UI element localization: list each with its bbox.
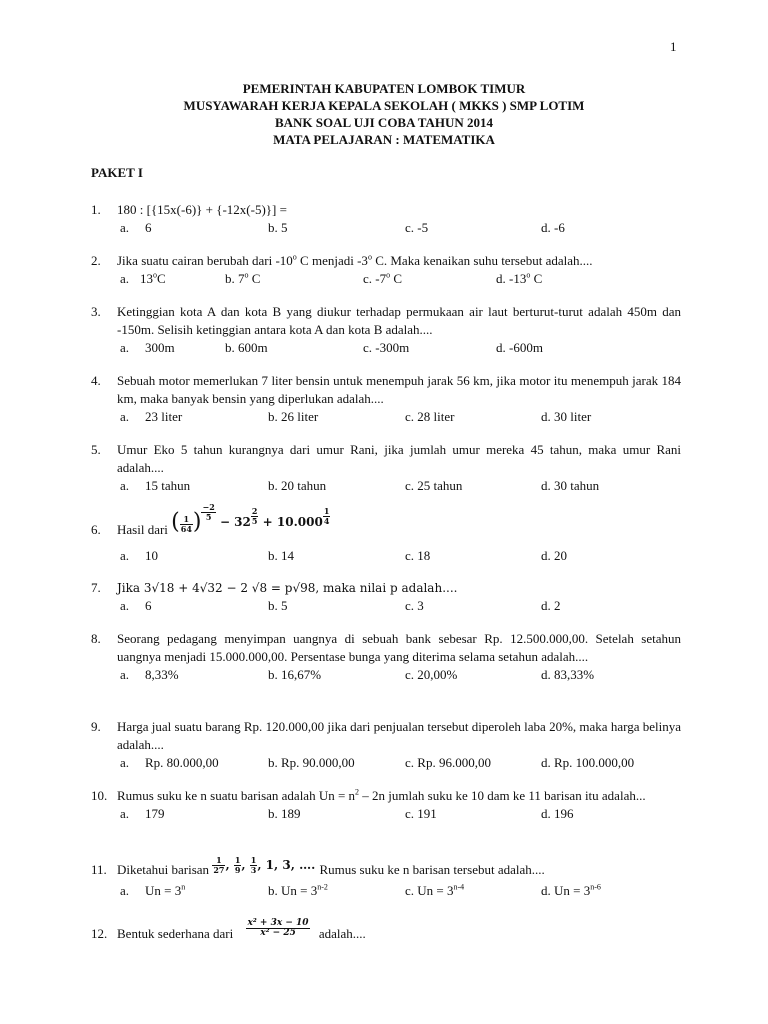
paket-title: PAKET I	[91, 165, 143, 180]
option-b: b. 5	[268, 598, 288, 613]
option-b: b. Rp. 90.000,00	[268, 755, 355, 770]
option-b: b. 189	[268, 806, 301, 821]
question-4	[91, 372, 681, 426]
question-number: 7.	[91, 580, 101, 595]
sequence-expression: $\frac{1}{27}$ , $\frac{1}{9}$ , $\frac{1}{3}$ , 1, 3, ….	[213, 855, 316, 875]
options	[117, 882, 681, 900]
option-a: a. 179	[120, 806, 165, 821]
question-text: Jika 3√18 + 4√32 − 2 √8 = p√98, maka nilai p adalah....	[117, 581, 458, 595]
option-a: a. 10	[120, 548, 158, 563]
question-text: Harga jual suatu barang Rp. 120.000,00 jika dari penjualan tersebut diperoleh laba 20%, maka harga belinya adalah....	[117, 719, 681, 752]
options	[117, 547, 681, 565]
options	[117, 219, 681, 237]
question-number: 10.	[91, 788, 108, 803]
option-a: a. 23 liter	[120, 409, 183, 424]
option-a: a. 8,33%	[120, 667, 179, 682]
option-b: b. 7$^o$ C	[225, 270, 261, 286]
math-expression: ( $\frac{1}{64}$ ) $\frac{-2}{5}$ − 32 $\frac{2}{5}$ + 10.000 $\frac{1}{4}$	[171, 502, 330, 535]
question-1	[91, 201, 681, 237]
option-d: d. 30 tahun	[541, 478, 600, 493]
option-d: d. 2	[541, 598, 561, 613]
question-text: 180 : [{15x(-6)} + {-12x(-5)}] =	[117, 202, 287, 217]
option-b: b. 20 tahun	[268, 478, 327, 493]
question-text: Bentuk sederhana dari $\frac{\text{x² + 3x − 10}}{\text{x² − 25}}$ adalah....	[117, 917, 366, 941]
question-number: 8.	[91, 631, 101, 646]
question-number: 3.	[91, 304, 101, 319]
option-a: a. 6	[120, 598, 152, 613]
header-line-2: MUSYAWARAH KERJA KEPALA SEKOLAH ( MKKS ) SMP LOTIM	[183, 98, 585, 113]
page-number: 1	[670, 39, 677, 54]
question-text: Seorang pedagang menyimpan uangnya di sebuah bank sebesar Rp. 12.500.000,00. Setelah setahun uangnya menjadi 15.000.000,00. Persentase bunga yang diterima selama setahun adalah....	[117, 631, 681, 664]
question-number: 1.	[91, 202, 101, 217]
option-d: d. 83,33%	[541, 667, 595, 682]
question-6	[91, 502, 681, 565]
option-b: b. 26 liter	[268, 409, 319, 424]
option-d: d. -600m	[496, 340, 543, 355]
question-9	[91, 718, 681, 772]
document-header	[0, 80, 768, 148]
option-d: d. Rp. 100.000,00	[541, 755, 635, 770]
question-text: Umur Eko 5 tahun kurangnya dari umur Rani, jika jumlah umur mereka 45 tahun, maka umur Rani adalah....	[117, 442, 681, 475]
header-line-1: PEMERINTAH KABUPATEN LOMBOK TIMUR	[242, 81, 526, 96]
options	[117, 270, 681, 288]
question-number: 4.	[91, 373, 101, 388]
option-b: b. 16,67%	[268, 667, 322, 682]
question-text: Ketinggian kota A dan kota B yang diukur terhadap permukaan air laut berturut-turut adalah 450m dan -150m. Selisih ketinggian antara kota A dan kota B adalah....	[117, 304, 681, 337]
option-a: a. 6	[120, 220, 152, 235]
question-text: Rumus suku ke n suatu barisan adalah $Un = n^2 - 2n$ jumlah suku ke 10 dam ke 11 barisan itu adalah...	[117, 787, 646, 803]
option-a: a. Rp. 80.000,00	[120, 755, 219, 770]
question-number: 9.	[91, 719, 101, 734]
options	[117, 477, 681, 495]
question-text: Hasil dari ( $\frac{1}{64}$ ) $\frac{-2}{5}$ − 32 $\frac{2}{5}$ + 10.000 $\frac{1}{4}$	[117, 502, 330, 537]
option-c: c. Rp. 96.000,00	[405, 755, 491, 770]
option-d: d. -6	[541, 220, 565, 235]
header-line-4: MATA PELAJARAN : MATEMATIKA	[273, 132, 495, 147]
options	[117, 666, 681, 684]
header-line-3: BANK SOAL UJI COBA TAHUN 2014	[274, 115, 494, 130]
question-8	[91, 630, 681, 684]
option-c: c. 191	[405, 806, 437, 821]
option-a: a. 300m	[120, 340, 175, 355]
question-text: Diketahui barisan $\frac{1}{27}$ , $\frac{1}{9}$ , $\frac{1}{3}$ , 1, 3, …. Rumus suku ke n barisan tersebut adalah....	[117, 855, 545, 877]
option-b: b. 5	[268, 220, 288, 235]
question-10	[91, 787, 681, 823]
question-2	[91, 252, 681, 288]
option-b: b. $Un = 3^{n-2}$	[268, 882, 328, 898]
option-d: d. 196	[541, 806, 574, 821]
question-number: 2.	[91, 253, 101, 268]
option-c: c. -5	[405, 220, 429, 235]
question-number: 11.	[91, 862, 107, 877]
question-number: 5.	[91, 442, 101, 457]
question-text: Sebuah motor memerlukan 7 liter bensin untuk menempuh jarak 56 km, jika motor itu menempuh jarak 184 km, maka banyak bensin yang diperlukan adalah....	[117, 373, 681, 406]
options	[117, 597, 681, 615]
question-number: 12.	[91, 926, 108, 941]
option-c: c. 18	[405, 548, 431, 563]
option-c: c. 28 liter	[405, 409, 455, 424]
question-number: 6.	[91, 522, 101, 537]
question-11	[91, 856, 681, 900]
question-5	[91, 441, 681, 495]
option-c: c. 20,00%	[405, 667, 458, 682]
options	[117, 408, 681, 426]
option-d: d. 30 liter	[541, 409, 592, 424]
option-a: a. 13$^o$C	[120, 270, 166, 286]
option-c: c. $Un = 3^{n-4}$	[405, 882, 465, 898]
option-c: c. 25 tahun	[405, 478, 463, 493]
option-d: d. -13$^o$ C	[496, 270, 543, 286]
option-c: c. 3	[405, 598, 424, 613]
fraction-expression: $\frac{\text{x² + 3x − 10}}{\text{x² − 25}}$	[247, 917, 309, 938]
question-text: Jika suatu cairan berubah dari -10$^o$ C menjadi -3$^o$ C. Maka kenaikan suhu tersebut adalah....	[117, 252, 593, 268]
option-d: d. $Un = 3^{n-6}$	[541, 882, 601, 898]
option-b: b. 14	[268, 548, 294, 563]
option-a: a. 15 tahun	[120, 478, 191, 493]
option-b: b. 600m	[225, 340, 268, 355]
question-3	[91, 303, 681, 357]
options	[117, 339, 681, 357]
option-d: d. 20	[541, 548, 567, 563]
question-12	[91, 918, 681, 948]
options	[117, 754, 681, 772]
option-a: a. $Un = 3^n$	[120, 882, 186, 898]
option-c: c. -7$^o$ C	[363, 270, 403, 286]
question-7	[91, 579, 681, 615]
option-c: c. -300m	[363, 340, 410, 355]
options	[117, 805, 681, 823]
